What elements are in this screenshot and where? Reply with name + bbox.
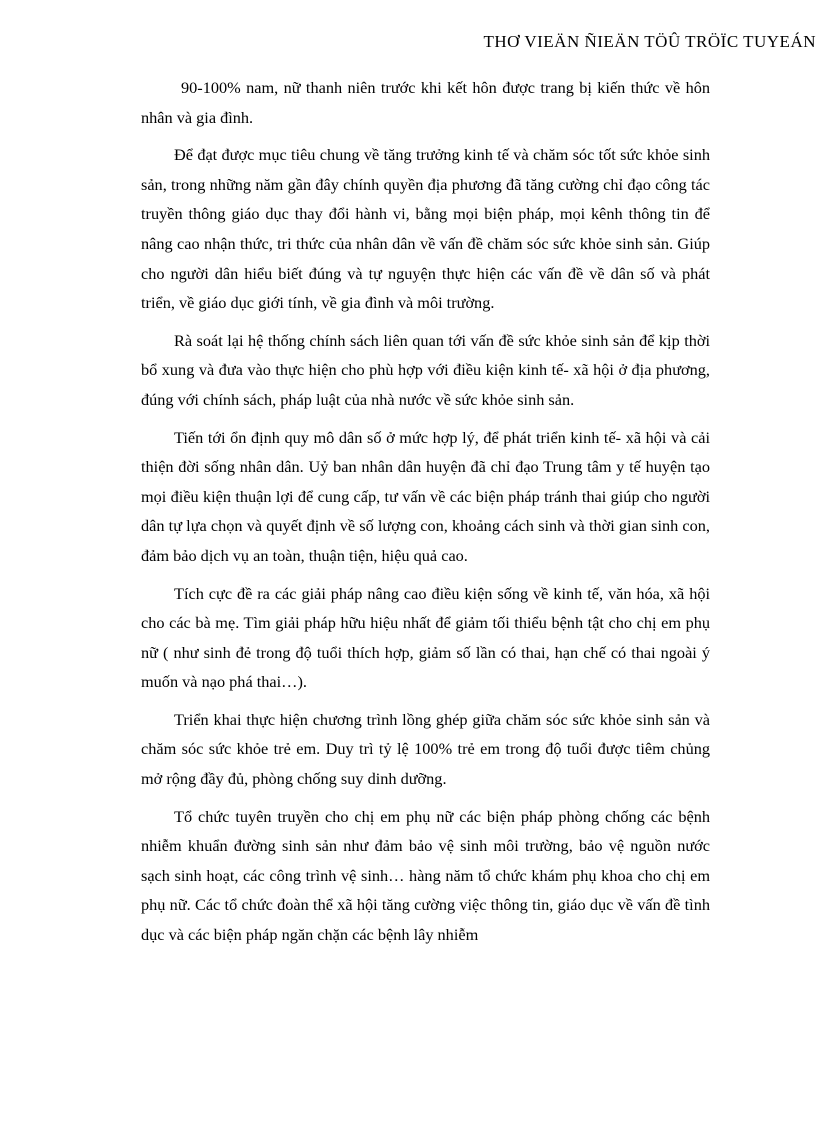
document-body	[141, 73, 710, 958]
paragraph: Tích cực đề ra các giải pháp nâng cao điều kiện sống về kinh tế, văn hóa, xã hội cho các bà mẹ. Tìm giải pháp hữu hiệu nhất để giảm tối thiểu bệnh tật cho chị em phụ nữ ( như sinh đẻ trong độ tuổi thích hợp, giảm số lần có thai, hạn chế có thai ngoài ý muốn và nạo phá thai…).	[141, 583, 710, 692]
header-title: THƠ VIEÄN ÑIEÄN TÖÛ TRÖÏC TUYEÁN	[483, 32, 816, 51]
paragraph: Tiến tới ổn định quy mô dân số ở mức hợp lý, để phát triển kinh tế- xã hội và cải thiện đời sống nhân dân. Uỷ ban nhân dân huyện đã chỉ đạo Trung tâm y tế huyện tạo mọi điều kiện thuận lợi để cung cấp, tư vấn về các biện pháp tránh thai giúp cho người dân tự lựa chọn và quyết định về số lượng con, khoảng cách sinh và thời gian sinh con, đảm bảo dịch vụ an toàn, thuận tiện, hiệu quả cao.	[141, 427, 710, 565]
paragraph: Tổ chức tuyên truyền cho chị em phụ nữ các biện pháp phòng chống các bệnh nhiễm khuẩn đường sinh sản như đảm bảo vệ sinh môi trường, bảo vệ nguồn nước sạch sinh hoạt, các công trình vệ sinh… hàng năm tổ chức khám phụ khoa cho chị em phụ nữ. Các tổ chức đoàn thể xã hội tăng cường việc thông tin, giáo dục về vấn đề tình dục và các biện pháp ngăn chặn các bệnh lây nhiễm	[141, 806, 710, 945]
page-header	[396, 32, 816, 52]
paragraph: Để đạt được mục tiêu chung về tăng trưởng kinh tế và chăm sóc tốt sức khỏe sinh sản, trong những năm gần đây chính quyền địa phương đã tăng cường chỉ đạo công tác truyền thông giáo dục thay đổi hành vi, bằng mọi biện pháp, mọi kênh thông tin để nâng cao nhận thức, tri thức của nhân dân về vấn đề chăm sóc sức khỏe sinh sản. Giúp cho người dân hiểu biết đúng và tự nguyện thực hiện các vấn đề về dân số và phát triển, về giáo dục giới tính, về gia đình và môi trường.	[141, 145, 710, 313]
paragraph: Triển khai thực hiện chương trình lồng ghép giữa chăm sóc sức khỏe sinh sản và chăm sóc sức khỏe trẻ em. Duy trì tỷ lệ 100% trẻ em trong độ tuổi được tiêm chủng mở rộng đầy đủ, phòng chống suy dinh dưỡng.	[141, 709, 710, 789]
paragraph: Rà soát lại hệ thống chính sách liên quan tới vấn đề sức khỏe sinh sản để kịp thời bổ xung và đưa vào thực hiện cho phù hợp với điều kiện kinh tế- xã hội ở địa phương, đúng với chính sách, pháp luật của nhà nước về sức khỏe sinh sản.	[141, 330, 710, 409]
paragraph: 90-100% nam, nữ thanh niên trước khi kết hôn được trang bị kiến thức về hôn nhân và gia đình.	[141, 78, 710, 127]
